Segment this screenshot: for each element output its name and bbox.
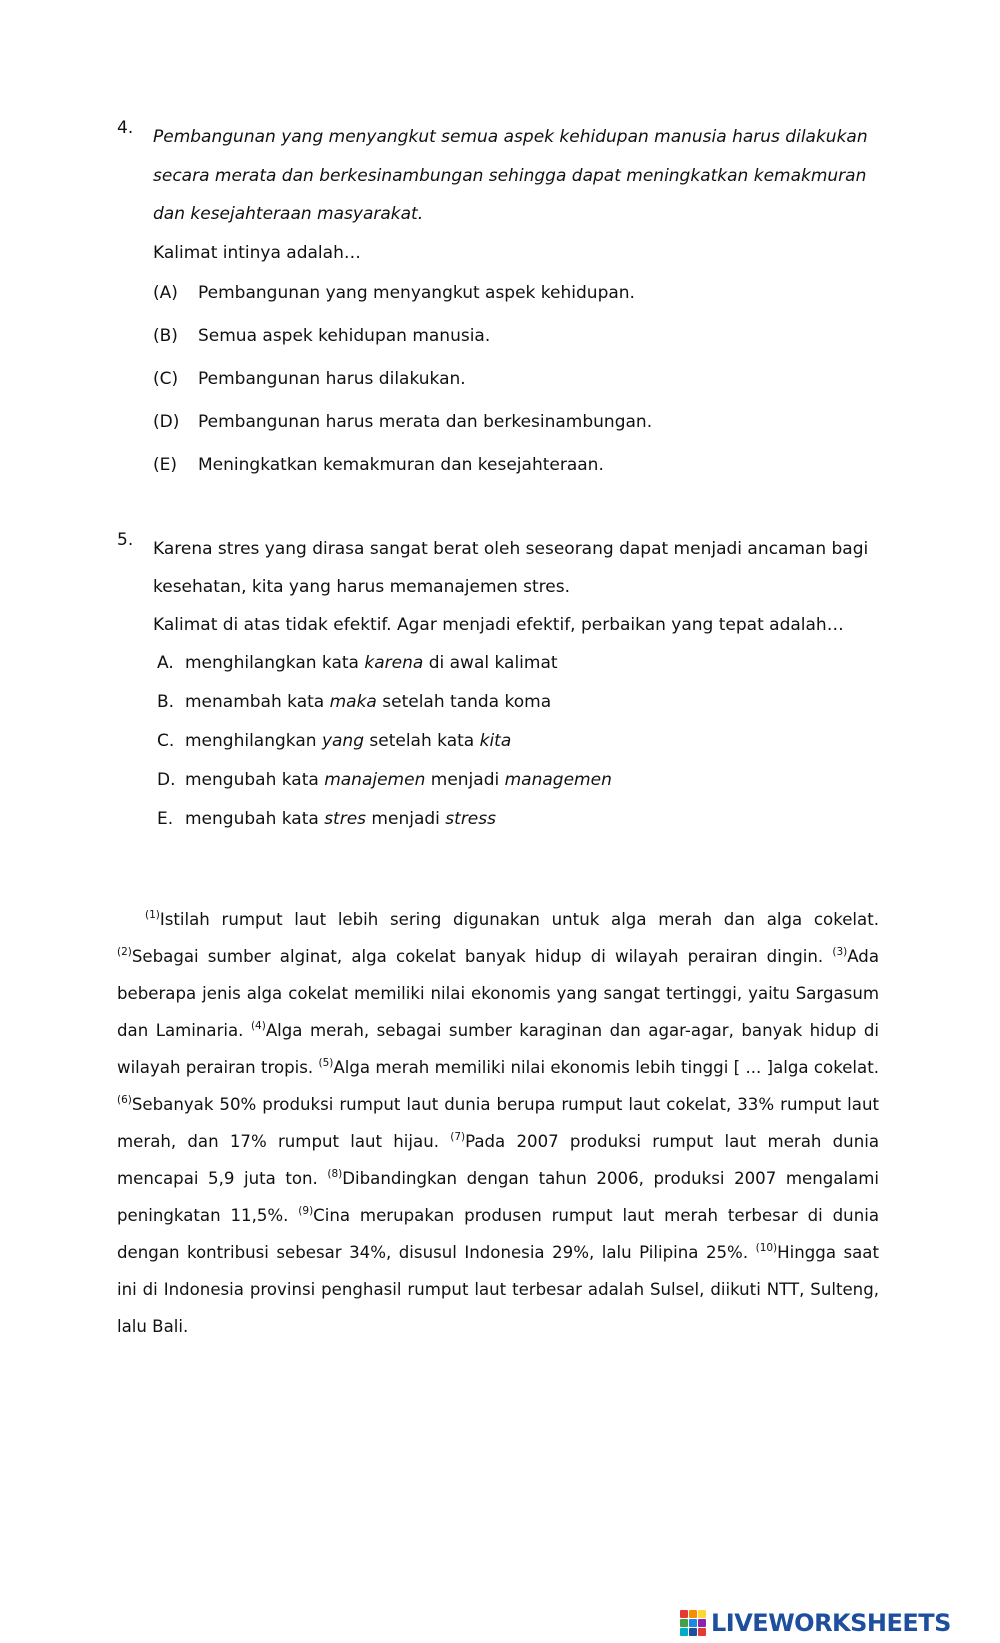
logo-tile [698, 1619, 706, 1627]
option-text: menghilangkan kata karena di awal kalimat [185, 653, 558, 673]
answer-option-d[interactable] [153, 401, 887, 444]
sentence-number: (9) [298, 1204, 314, 1217]
sentence-text: Ada beberapa jenis alga cokelat memiliki nilai ekonomis yang sangat tertinggi, yaitu Sargasum dan Laminaria. [117, 946, 879, 1040]
option-label: (A) [153, 283, 178, 303]
sentence-text: Alga merah memiliki nilai ekonomis lebih tinggi [ ... ]alga cokelat. [333, 1057, 879, 1077]
option-text: mengubah kata manajemen menjadi managemen [185, 770, 612, 790]
logo-tile [680, 1628, 688, 1636]
question-stem-line: Pembangunan yang menyangkut semua aspek kehidupan manusia harus dilakukan [153, 127, 868, 147]
logo-tile [680, 1619, 688, 1627]
sentence-text: Hingga saat ini di Indonesia provinsi penghasil rumput laut terbesar adalah Sulsel, diikuti NTT, Sulteng, lalu Bali. [117, 1242, 879, 1336]
answer-option-c[interactable] [153, 358, 887, 401]
option-label: (C) [153, 369, 179, 389]
option-text: menambah kata maka setelah tanda koma [185, 692, 552, 712]
answer-option-a[interactable] [153, 644, 887, 683]
answer-option-c[interactable] [153, 722, 887, 761]
question-stem-line: dan kesejahteraan masyarakat. [153, 204, 424, 224]
question-body [153, 530, 887, 839]
logo-tile [680, 1610, 688, 1618]
logo-tile [698, 1610, 706, 1618]
sentence-text: Istilah rumput laut lebih sering digunakan untuk alga merah dan alga cokelat. [159, 909, 879, 929]
question-number: 5. [117, 530, 134, 550]
option-label: (E) [153, 455, 178, 475]
sentence-text: Pada 2007 produksi rumput laut merah dunia mencapai 5,9 juta ton. [117, 1131, 879, 1188]
option-text: mengubah kata stres menjadi stress [185, 809, 496, 829]
answer-option-b[interactable] [153, 315, 887, 358]
answer-option-b[interactable] [153, 683, 887, 722]
question-number: 4. [117, 118, 134, 138]
sentence-text: Sebagai sumber alginat, alga cokelat banyak hidup di wilayah perairan dingin. [131, 946, 833, 966]
option-label: (B) [153, 326, 178, 346]
question-prompt: Kalimat intinya adalah… [153, 242, 361, 263]
logo-tile [689, 1610, 697, 1618]
sentence-number: (4) [250, 1019, 266, 1032]
question-body [153, 118, 887, 487]
reading-passage [117, 901, 879, 1345]
answer-option-e[interactable] [153, 800, 887, 839]
option-text: Pembangunan harus merata dan berkesinambungan. [198, 412, 653, 432]
question-stem-line: kesehatan, kita yang harus memanajemen stres. [153, 577, 571, 597]
sentence-number: (5) [318, 1056, 334, 1069]
sentence-text: Cina merupakan produsen rumput laut merah terbesar di dunia dengan kontribusi sebesar 34%, disusul Indonesia 29%, lalu Pilipina 25%. [117, 1205, 879, 1262]
option-text: Pembangunan yang menyangkut aspek kehidupan. [198, 283, 635, 303]
sentence-text: Alga merah, sebagai sumber karaginan dan agar-agar, banyak hidup di wilayah perairan tropis. [117, 1020, 879, 1077]
sentence-number: (3) [832, 945, 848, 958]
sentence-text: Dibandingkan dengan tahun 2006, produksi 2007 mengalami peningkatan 11,5%. [117, 1168, 879, 1225]
sentence-text: Sebanyak 50% produksi rumput laut dunia berupa rumput laut cokelat, 33% rumput laut merah, dan 17% rumput laut hijau. [117, 1094, 879, 1151]
brand-name: LIVEWORKSHEETS [711, 1609, 951, 1637]
answer-option-d[interactable] [153, 761, 887, 800]
option-label: C. [157, 731, 175, 751]
option-text: Meningkatkan kemakmuran dan kesejahteraan. [198, 455, 604, 475]
sentence-number: (2) [117, 945, 132, 958]
option-label: (D) [153, 412, 180, 432]
question-stem-line: secara merata dan berkesinambungan sehingga dapat meningkatkan kemakmuran [153, 165, 867, 186]
logo-grid-icon [680, 1610, 706, 1636]
logo-tile [689, 1628, 697, 1636]
sentence-number: (7) [450, 1130, 466, 1143]
sentence-number: (6) [117, 1093, 132, 1106]
logo-tile [698, 1628, 706, 1636]
question-stem-line: Karena stres yang dirasa sangat berat oleh seseorang dapat menjadi ancaman bagi [153, 539, 869, 559]
option-label: A. [157, 653, 174, 673]
question-prompt: Kalimat di atas tidak efektif. Agar menjadi efektif, perbaikan yang tepat adalah… [153, 615, 844, 635]
option-text: Pembangunan harus dilakukan. [198, 369, 466, 389]
sentence-number: (8) [327, 1167, 343, 1180]
liveworksheets-logo[interactable] [680, 1606, 970, 1640]
answer-option-a[interactable] [153, 272, 887, 315]
logo-tile [689, 1619, 697, 1627]
option-text: Semua aspek kehidupan manusia. [198, 326, 491, 346]
sentence-number: (10) [755, 1241, 778, 1254]
sentence-number: (1) [145, 908, 160, 921]
option-label: D. [157, 770, 176, 790]
answer-option-e[interactable] [153, 444, 887, 487]
option-label: E. [157, 809, 174, 829]
option-label: B. [157, 692, 175, 712]
option-text: menghilangkan yang setelah kata kita [185, 731, 512, 751]
